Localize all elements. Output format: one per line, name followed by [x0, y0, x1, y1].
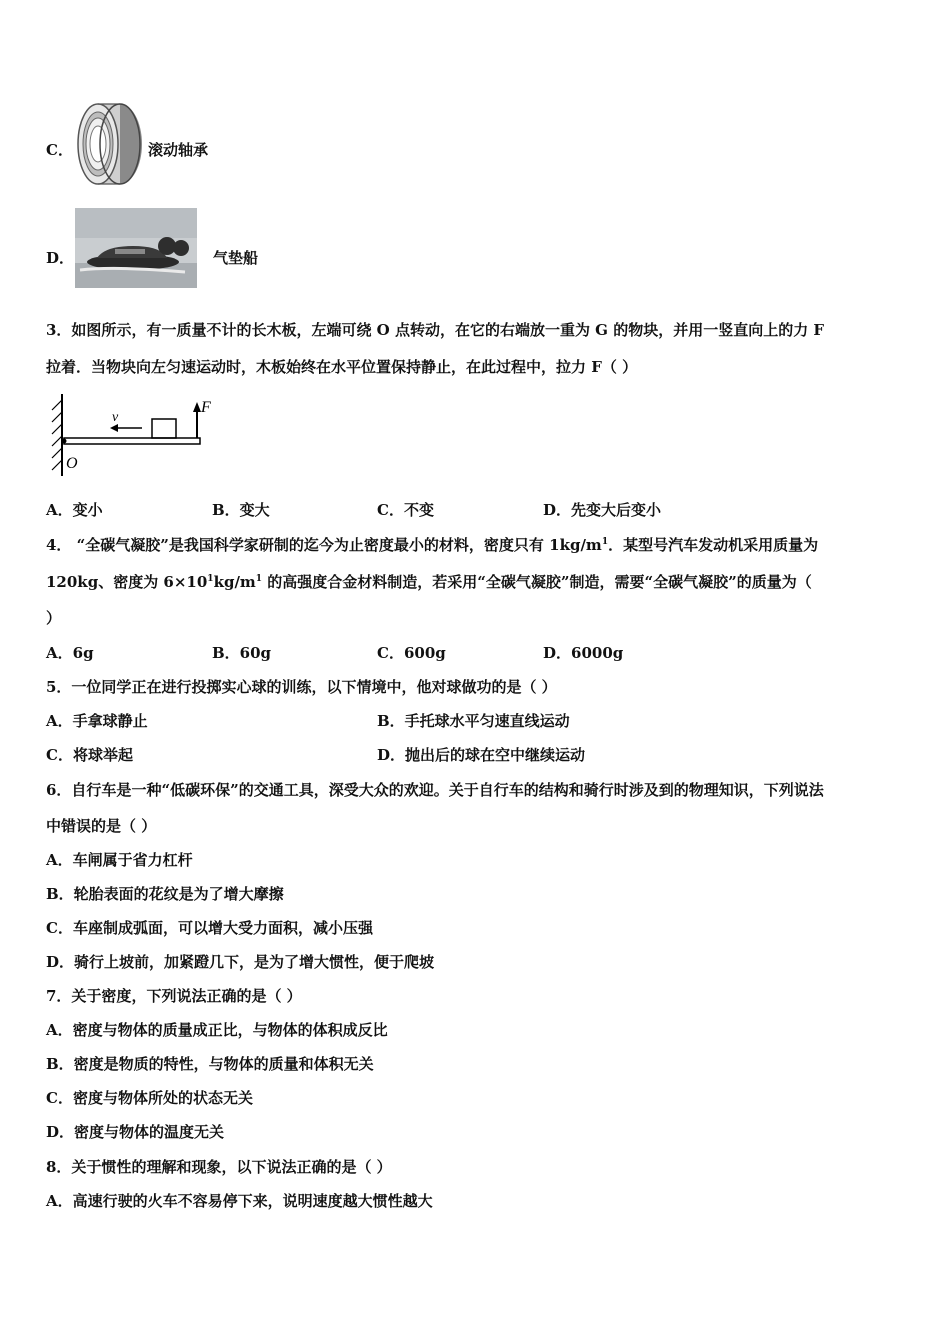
q4-option-b: B．60g	[212, 644, 272, 662]
q4-stem-line2: 120kg、密度为 $6\times 10^1kg/m^1$ 的高强度合金材料制造，若采用“全碳气凝胶”制造，需要“全碳气凝胶”的质量为（	[46, 573, 812, 591]
q3-stem-line1: 3．如图所示，有一质量不计的长木板，左端可绕 O 点转动，在它的右端放一重为 G 的物块，并用一竖直向上的力 F	[46, 321, 825, 339]
q4-option-d: D．6000g	[543, 644, 624, 662]
option-c-label: 滚动轴承	[148, 141, 209, 159]
q6-stem-line1: 6．自行车是一种“低碳环保”的交通工具，深受大众的欢迎。关于自行车的结构和骑行时涉及到的物理知识，下列说法	[46, 781, 824, 799]
q6-option-a: A．车闸属于省力杠杆	[46, 851, 193, 869]
option-d-letter: D．	[46, 249, 75, 267]
q3-stem-line2: 拉着．当物块向左匀速运动时，木板始终在水平位置保持静止，在此过程中，拉力 F（ ）	[46, 358, 638, 376]
q7-option-d: D．密度与物体的温度无关	[46, 1123, 225, 1141]
q5-option-d: D．抛出后的球在空中继续运动	[377, 746, 586, 764]
q4-stem-line3: ）	[46, 609, 62, 627]
q8-option-a: A．高速行驶的火车不容易停下来，说明速度越大惯性越大	[46, 1192, 433, 1210]
velocity-label: v	[112, 410, 119, 425]
q5-option-b: B．手托球水平匀速直线运动	[377, 712, 570, 730]
q6-option-d: D．骑行上坡前，加紧蹬几下，是为了增大惯性，便于爬坡	[46, 953, 435, 971]
q4-option-c: C．600g	[377, 644, 446, 662]
q3-option-d: D．先变大后变小	[543, 501, 662, 519]
q8-stem: 8．关于惯性的理解和现象，以下说法正确的是（ ）	[46, 1158, 392, 1176]
rolling-bearing-image	[76, 100, 148, 188]
pivot-label: O	[66, 455, 78, 472]
q7-option-c: C．密度与物体所处的状态无关	[46, 1089, 253, 1107]
q7-option-b: B．密度是物质的特性，与物体的质量和体积无关	[46, 1055, 374, 1073]
q7-stem: 7．关于密度，下列说法正确的是（ ）	[46, 987, 302, 1005]
q6-stem-line2: 中错误的是（ ）	[46, 817, 157, 835]
q3-option-c: C．不变	[377, 501, 434, 519]
q6-option-b: B．轮胎表面的花纹是为了增大摩擦	[46, 885, 284, 903]
q5-option-c: C．将球举起	[46, 746, 133, 764]
q7-option-a: A．密度与物体的质量成正比，与物体的体积成反比	[46, 1021, 388, 1039]
hovercraft-photo	[75, 208, 197, 288]
q4-option-a: A．6g	[46, 644, 94, 662]
lever-diagram	[46, 392, 226, 478]
q6-option-c: C．车座制成弧面，可以增大受力面积，减小压强	[46, 919, 373, 937]
q5-option-a: A．手拿球静止	[46, 712, 148, 730]
q3-option-a: A．变小	[46, 501, 103, 519]
q4-stem-line1: 4． “全碳气凝胶”是我国科学家研制的迄今为止密度最小的材料，密度只有 $1kg/m^1$．某型号汽车发动机采用质量为	[46, 536, 819, 554]
option-d-label: 气垫船	[213, 249, 259, 267]
q3-option-b: B．变大	[212, 501, 270, 519]
q5-stem: 5．一位同学正在进行投掷实心球的训练，以下情境中，他对球做功的是（ ）	[46, 678, 557, 696]
option-c-letter: C．	[46, 141, 73, 159]
force-label: F	[201, 399, 211, 416]
